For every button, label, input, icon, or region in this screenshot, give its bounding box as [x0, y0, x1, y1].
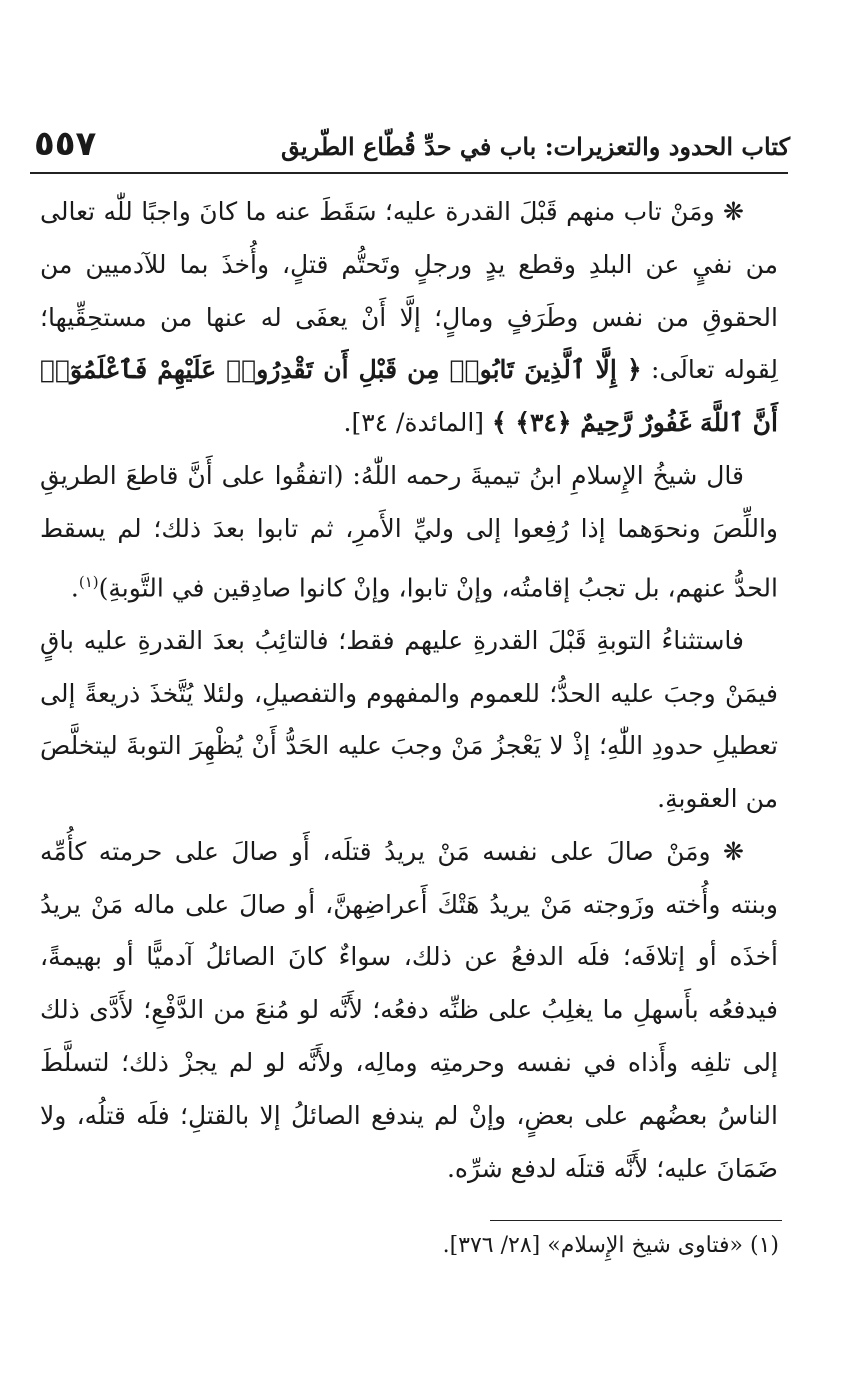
- paragraph-text: ❋ ومَنْ تاب منهم قَبْلَ القدرة عليه؛ سَقَطَ عنه ما كانَ واجبًا للّٰه تعالى من نفيٍ عن البلدِ وقطع يدٍ ورجلٍ وتَحتُّم قتلٍ، وأُخذَ بما للآدميين من الحقوقِ من نفس وطَرَفٍ ومالٍ؛ إلَّا أَنْ يعفَى له عنها من مستحِقِّيها؛ لِقوله تعالَى:: [40, 197, 778, 385]
- page-header: [30, 118, 790, 178]
- paragraph-text: فاستثناءُ التوبةِ قَبْلَ القدرةِ عليهم فقط؛ فالتائِبُ بعدَ القدرةِ عليه باقٍ فيمَنْ وجبَ عليه الحدُّ؛ للعموم والمفهوم والتفصيلِ، ولئلا يُتَّخذَ ذريعةً إلى تعطيلِ حدودِ اللّٰهِ؛ إذْ لا يَعْجزُ مَنْ وجبَ عليه الحَدُّ أَنْ يُظْهِرَ التوبةَ ليتخلَّصَ من العقوبةِ.: [40, 625, 778, 814]
- footnote-number: (١): [749, 1233, 779, 1258]
- footnote: [79, 1228, 779, 1264]
- footnote-divider: [490, 1220, 782, 1221]
- running-title: كتاب الحدود والتعزيرات: باب في حدِّ قُطّاع الطّريق: [281, 132, 790, 161]
- footnote-text: «فتاوى شيخ الإِسلام» [٢٨/ ٣٧٦].: [442, 1233, 743, 1258]
- verse-reference: [المائدة/ ٣٤].: [343, 408, 492, 438]
- paragraph-ibn-taymiyyah: [40, 450, 778, 615]
- paragraph-repentance: [40, 186, 778, 450]
- header-divider: [30, 172, 788, 174]
- paragraph-text: قال شيخُ الإِسلامِ ابنُ تيميةَ رحمه اللّٰهُ: (اتفقُوا على أَنَّ قاطعَ الطريقِ واللِّصَ ونحوَهما إذا رُفِعوا إلى وليِّ الأَمرِ، ثم تابوا بعدَ ذلك؛ لم يسقط الحدُّ عنهم، بل تجبُ إقامتُه، وإنْ تابوا، وإنْ كانوا صادِقين في التَّوبةِ): [40, 460, 778, 602]
- main-text: [40, 186, 778, 1195]
- paragraph-self-defense: [40, 826, 778, 1196]
- paragraph-exception: [40, 615, 778, 826]
- footnote-reference: (١): [78, 572, 99, 591]
- paragraph-text: ❋ ومَنْ صالَ على نفسه مَنْ يريدُ قتلَه، أَو صالَ على حرمته كأُمِّه وبنته وأُخته وزَوجته مَنْ يريدُ هَتْكَ أَعراضِهنَّ، أو صالَ على ماله مَنْ يريدُ أخذَه أو إتلافَه؛ فلَه الدفعُ عن ذلك، سواءٌ كانَ الصائلُ آدميًّا أو بهيمةً، فيدفعُه بأَسهلِ ما يغلِبُ على ظنِّه دفعُه؛ لأَنَّه لو مُنعَ من الدَّفْعِ؛ لأَدَّى ذلك إلى تلفِه وأَذاه في نفسه وحرمتِه ومالِه، ولأَنَّه لو لم يجزْ ذلك؛ لتسلَّطَ الناسُ بعضُهم على بعضٍ، وإنْ لم يندفع الصائلُ إلا بالقتلِ؛ فلَه قتلُه، ولا ضَمَانَ عليه؛ لأَنَّه قتلَه لدفع شرِّه.: [40, 836, 778, 1183]
- page-number: ٥٥٧: [34, 124, 97, 164]
- paragraph-tail: .: [70, 572, 79, 602]
- quran-verse: ﴿ إِلَّا ٱلَّذِينَ تَابُوا۟ مِن قَبْلِ أَن تَقْدِرُوا۟ عَلَيْهِمْ فَٱعْلَمُوٓا۟ أَنَّ ٱللَّهَ غَفُورٌ رَّحِيمٌ ﴿٣٤﴾ ﴾: [40, 355, 778, 438]
